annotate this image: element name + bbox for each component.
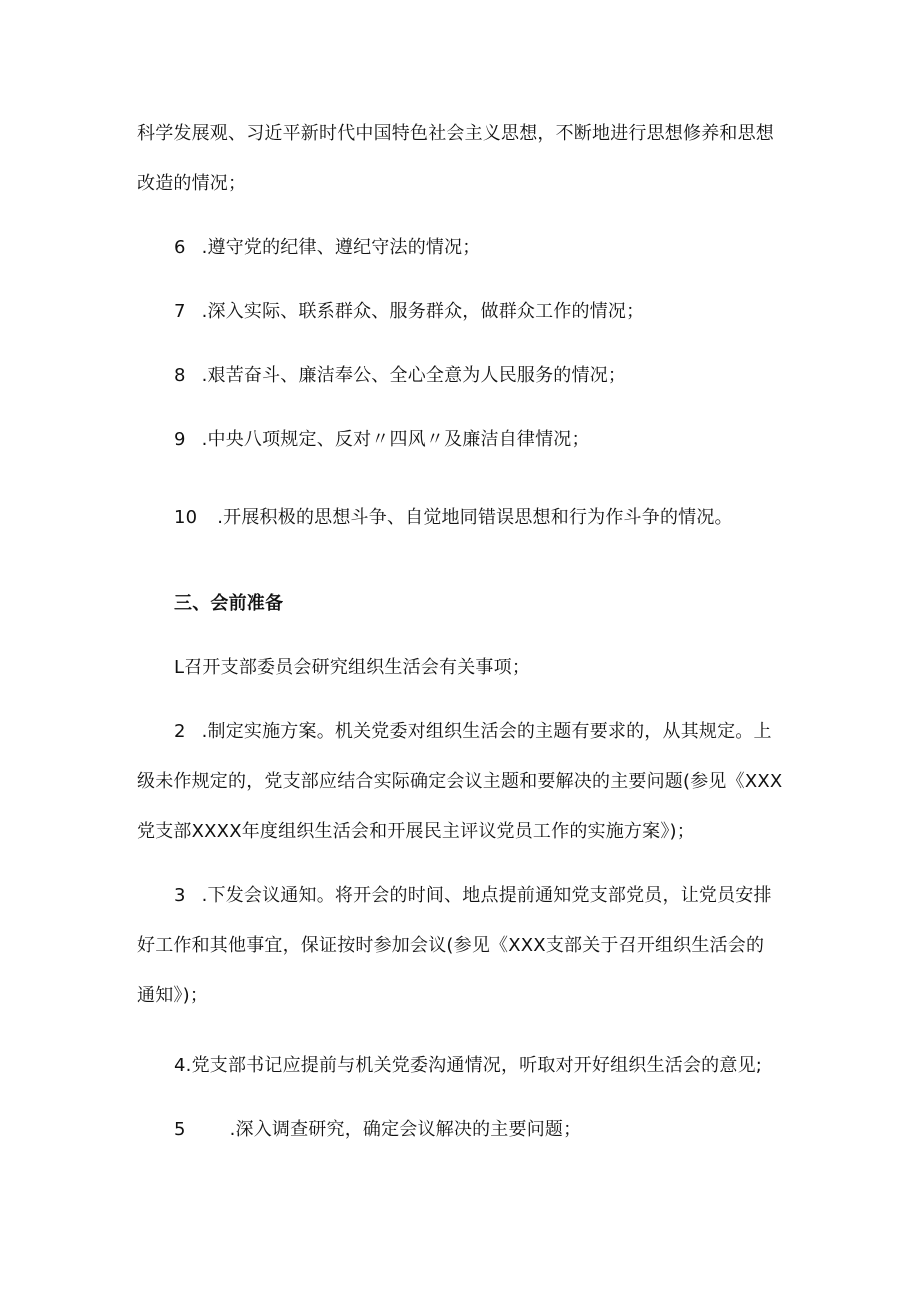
list-item-text: .深入调查研究，确定会议解决的主要问题； [229, 1119, 582, 1140]
intro-line-2: 改造的情况； [137, 173, 247, 194]
list-item-text: .开展积极的思想斗争、自觉地同错误思想和行为作斗争的情况。 [217, 507, 733, 528]
list-item-number: 8 [174, 365, 186, 386]
list-item-text: .深入实际、联系群众、服务群众，做群众工作的情况； [201, 301, 645, 322]
prep-item-1: L召开支部委员会研究组织生活会有关事项； [174, 657, 531, 678]
list-item-text: .制定实施方案。机关党委对组织生活会的主题有要求的，从其规定。上 [201, 721, 772, 742]
list-item-number: 5 [174, 1119, 186, 1140]
prep-item-3-line-1 [174, 884, 772, 908]
list-item-number: 10 [174, 507, 198, 528]
list-item-number: 7 [174, 301, 186, 322]
list-item-number: 9 [174, 429, 186, 450]
list-item-number: 2 [174, 721, 186, 742]
list-item-text: .艰苦奋斗、廉洁奉公、全心全意为人民服务的情况； [201, 365, 627, 386]
prep-item-2-line-2: 级未作规定的，党支部应结合实际确定会议主题和要解决的主要问题(参见《XXX [137, 771, 783, 792]
list-item-number: 6 [174, 237, 186, 258]
intro-line-1: 科学发展观、习近平新时代中国特色社会主义思想，不断地进行思想修养和思想 [137, 123, 774, 144]
list-item-number: 3 [174, 885, 186, 906]
list-item-text: .下发会议通知。将开会的时间、地点提前通知党支部党员，让党员安排 [201, 885, 772, 906]
prep-item-2-line-1 [174, 720, 772, 744]
prep-item-3-line-3: 通知》)； [137, 985, 209, 1006]
list-item-7 [174, 300, 644, 324]
prep-item-5 [174, 1118, 581, 1142]
list-item-text: .遵守党的纪律、遵纪守法的情况； [201, 237, 481, 258]
prep-item-2-line-3: 党支部XXXX年度组织生活会和开展民主评议党员工作的实施方案》)； [137, 821, 695, 842]
list-item-text: .中央八项规定、反对〃四风〃及廉洁自律情况； [201, 429, 590, 450]
list-item-8 [174, 364, 626, 388]
prep-item-3-line-2: 好工作和其他事宜，保证按时参加会议(参见《XXX支部关于召开组织生活会的 [137, 935, 765, 956]
list-item-6 [174, 236, 481, 260]
list-item-9 [174, 428, 590, 452]
prep-item-4: 4.党支部书记应提前与机关党委沟通情况，听取对开好组织生活会的意见; [174, 1055, 763, 1076]
list-item-10 [174, 506, 733, 530]
section-heading: 三、会前准备 [174, 593, 284, 614]
